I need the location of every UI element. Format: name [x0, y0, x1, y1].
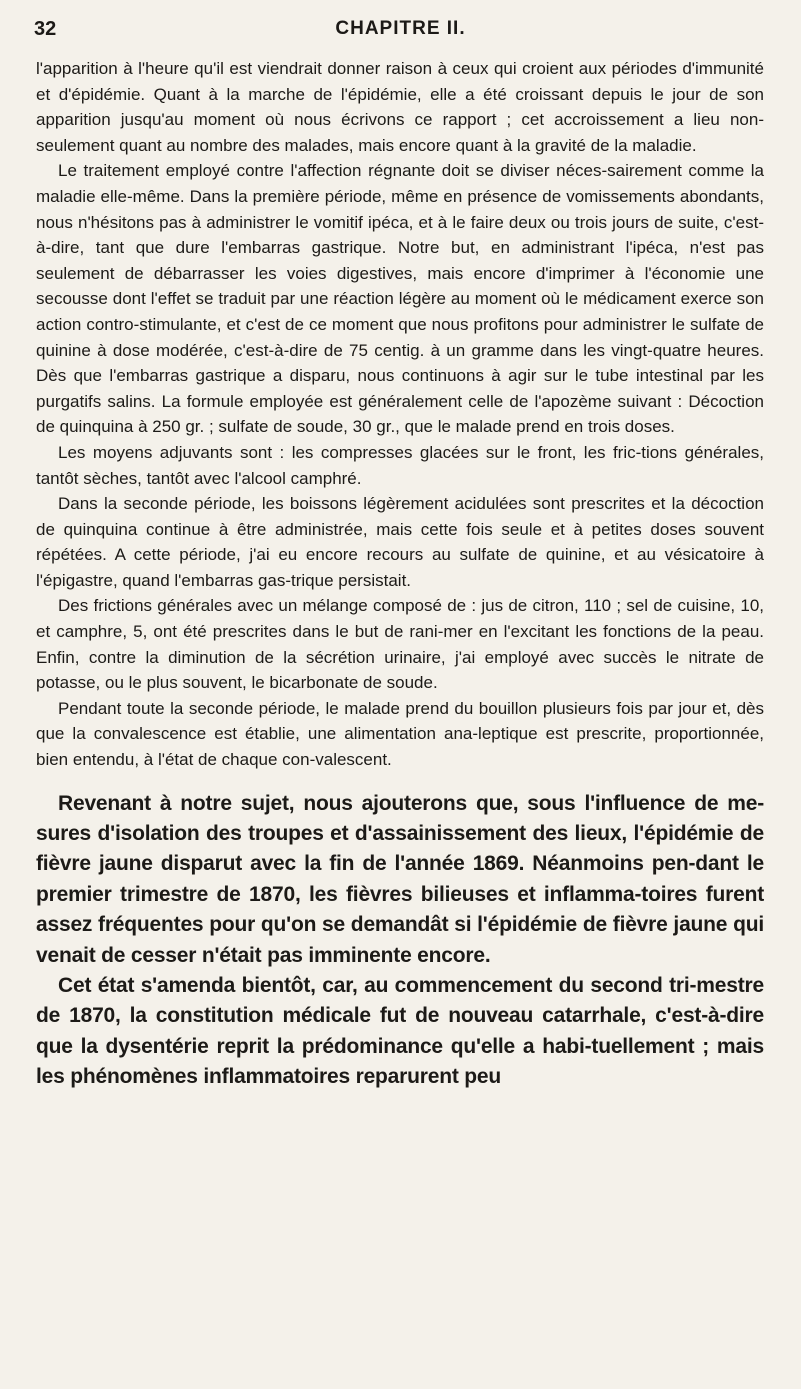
small-print-section: [36, 56, 764, 773]
paragraph: Des frictions générales avec un mélange composé de : jus de citron, 110 ; sel de cuisine, 10, et camphre, 5, ont été prescrites dans le but de rani-mer en l'excitant les fonctions de la peau. Enfin, contre la diminution de la sécrétion urinaire, j'ai employé avec succès le nitrate de potasse, ou le plus souvent, le bicarbonate de soude.: [36, 596, 764, 693]
paragraph: l'apparition à l'heure qu'il est viendrait donner raison à ceux qui croient aux périodes d'immunité et d'épidémie. Quant à la marche de l'épidémie, elle a été croissant depuis le jour de son apparition jusqu'au moment où nous écrivons ce rapport ; cet accroissement a lieu non-seulement quant au nombre des malades, mais encore quant à la gravité de la maladie.: [36, 59, 764, 155]
running-title: CHAPITRE II.: [335, 18, 466, 39]
paragraph: Les moyens adjuvants sont : les compresses glacées sur le front, les fric-tions générales, tantôt sèches, tantôt avec l'alcool camphré.: [36, 442, 764, 488]
paragraph: Dans la seconde période, les boissons légèrement acidulées sont prescrites et la décoction de quinquina continue à être administrée, mais cette fois seule et à petites doses souvent répétées. A cette période, j'ai eu encore recours au sulfate de quinine, et au vésicatoire à l'épigastre, quand l'embarras gas-trique persistait.: [36, 494, 764, 590]
page-header: [34, 12, 767, 42]
paragraph: Revenant à notre sujet, nous ajouterons que, sous l'influence de me-sures d'isolation des troupes et d'assainissement des lieux, l'épidémie de fièvre jaune disparut avec la fin de l'année 1869. Néanmoins pen-dant le premier trimestre de 1870, les fièvres bilieuses et inflamma-toires furent assez fréquentes pour qu'on se demandât si l'épidémie de fièvre jaune qui venait de cesser n'était pas imminente encore.: [36, 791, 764, 967]
page-number: 32: [34, 18, 57, 40]
paragraph: Pendant toute la seconde période, le malade prend du bouillon plusieurs fois par jour et, dès que la convalescence est établie, une alimentation ana-leptique est prescrite, proportionnée, bien entendu, à l'état de chaque con-valescent.: [36, 698, 764, 770]
large-print-section: [36, 789, 764, 1093]
paragraph: Le traitement employé contre l'affection régnante doit se diviser néces-sairement comme la maladie elle-même. Dans la première période, même en présence de vomissements abondants, nous n'hésitons pas à administrer le vomitif ipéca, et à le faire deux ou trois jours de suite, c'est-à-dire, tant que dure l'embarras gastrique. Notre but, en administrant l'ipéca, n'est pas seulement de débarrasser les voies digestives, mais encore d'imprimer à l'économie une secousse dont l'effet se traduit par une réaction légère au moment où le médicament exerce son action contro-stimulante, et c'est de ce moment que nous profitons pour administrer le sulfate de quinine à dose modérée, c'est-à-dire de 75 centig. à un gramme dans les vingt-quatre heures. Dès que l'embarras gastrique a disparu, nous continuons à agir sur le tube intestinal par les purgatifs salins. La formule employée est généralement celle de l'apozème suivant : Décoction de quinquina à 250 gr. ; sulfate de soude, 30 gr., que le malade prend en trois doses.: [36, 161, 764, 437]
paragraph: Cet état s'amenda bientôt, car, au commencement du second tri-mestre de 1870, la constitution médicale fut de nouveau catarrhale, c'est-à-dire que la dysentérie reprit la prédominance qu'elle a habi-tuellement ; mais les phénomènes inflammatoires reparurent peu: [36, 974, 764, 1089]
page-body: [36, 56, 764, 1093]
